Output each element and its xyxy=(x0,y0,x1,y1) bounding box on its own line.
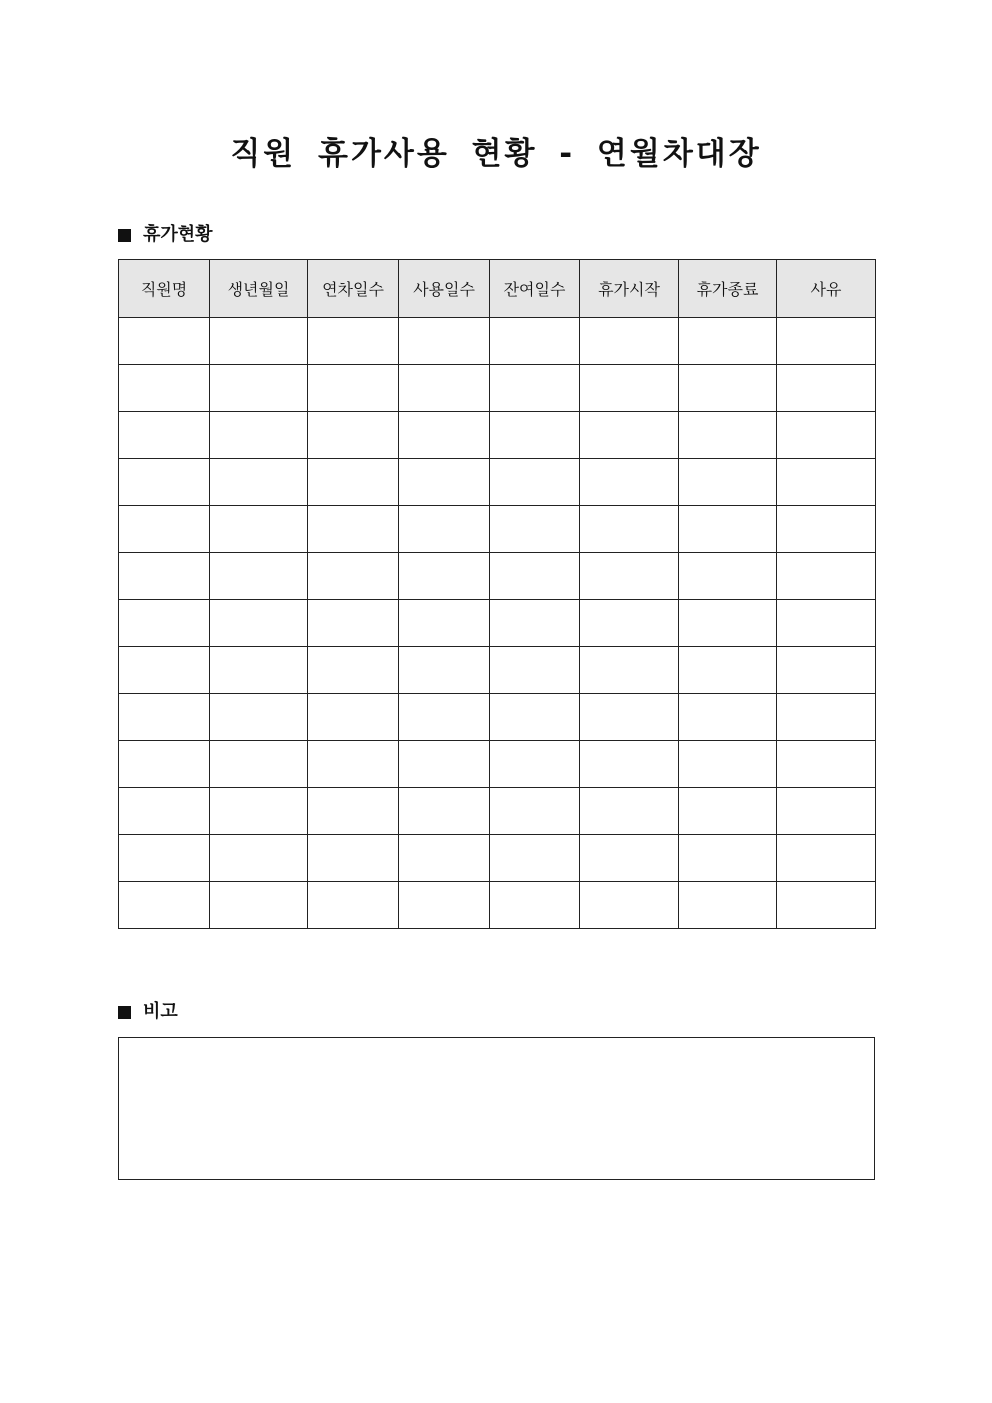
table-cell[interactable] xyxy=(777,365,876,412)
table-cell[interactable] xyxy=(210,506,308,553)
table-cell[interactable] xyxy=(777,835,876,882)
table-cell[interactable] xyxy=(119,835,210,882)
table-cell[interactable] xyxy=(210,412,308,459)
table-cell[interactable] xyxy=(210,365,308,412)
table-cell[interactable] xyxy=(308,506,399,553)
page-title: 직원 휴가사용 현황 - 연월차대장 xyxy=(230,136,762,172)
table-cell[interactable] xyxy=(580,788,679,835)
table-cell[interactable] xyxy=(308,600,399,647)
table-cell[interactable] xyxy=(679,835,777,882)
table-row xyxy=(119,835,876,882)
table-cell[interactable] xyxy=(679,647,777,694)
table-cell[interactable] xyxy=(580,882,679,929)
table-cell[interactable] xyxy=(399,318,490,365)
table-cell[interactable] xyxy=(490,365,580,412)
column-header-leave-end: 휴가종료 xyxy=(679,260,777,318)
table-cell[interactable] xyxy=(119,694,210,741)
table-cell[interactable] xyxy=(210,600,308,647)
table-cell[interactable] xyxy=(308,365,399,412)
table-cell[interactable] xyxy=(210,741,308,788)
table-cell[interactable] xyxy=(308,835,399,882)
table-cell[interactable] xyxy=(399,741,490,788)
table-cell[interactable] xyxy=(580,647,679,694)
table-cell[interactable] xyxy=(119,459,210,506)
table-cell[interactable] xyxy=(580,694,679,741)
table-cell[interactable] xyxy=(580,741,679,788)
table-cell[interactable] xyxy=(580,412,679,459)
table-cell[interactable] xyxy=(490,647,580,694)
table-cell[interactable] xyxy=(777,506,876,553)
table-cell[interactable] xyxy=(399,647,490,694)
table-cell[interactable] xyxy=(210,835,308,882)
table-cell[interactable] xyxy=(308,694,399,741)
table-row xyxy=(119,600,876,647)
table-cell[interactable] xyxy=(777,318,876,365)
table-cell[interactable] xyxy=(490,600,580,647)
column-header-reason: 사유 xyxy=(777,260,876,318)
table-header-row xyxy=(119,260,876,318)
table-cell[interactable] xyxy=(580,318,679,365)
table-cell[interactable] xyxy=(580,365,679,412)
table-row xyxy=(119,694,876,741)
black-square-icon xyxy=(118,229,131,242)
table-cell[interactable] xyxy=(210,694,308,741)
table-row xyxy=(119,553,876,600)
table-cell[interactable] xyxy=(210,647,308,694)
column-header-leave-start: 휴가시작 xyxy=(580,260,679,318)
leave-status-table xyxy=(118,259,876,929)
table-cell[interactable] xyxy=(119,553,210,600)
table-cell[interactable] xyxy=(777,600,876,647)
table-cell[interactable] xyxy=(399,694,490,741)
table-cell[interactable] xyxy=(490,553,580,600)
table-row xyxy=(119,318,876,365)
table-cell[interactable] xyxy=(490,318,580,365)
table-cell[interactable] xyxy=(679,741,777,788)
table-cell[interactable] xyxy=(679,600,777,647)
section-heading-remarks xyxy=(118,999,178,1025)
column-header-annual-days: 연차일수 xyxy=(308,260,399,318)
table-cell[interactable] xyxy=(399,788,490,835)
table-cell[interactable] xyxy=(119,365,210,412)
table-cell[interactable] xyxy=(679,318,777,365)
table-cell[interactable] xyxy=(580,506,679,553)
section-heading-leave-status xyxy=(118,222,213,248)
table-cell[interactable] xyxy=(210,788,308,835)
table-row xyxy=(119,788,876,835)
table-cell[interactable] xyxy=(399,882,490,929)
table-cell[interactable] xyxy=(399,459,490,506)
table-row xyxy=(119,365,876,412)
table-cell[interactable] xyxy=(580,553,679,600)
table-cell[interactable] xyxy=(399,412,490,459)
table-row xyxy=(119,506,876,553)
table-body xyxy=(119,318,876,929)
table-cell[interactable] xyxy=(490,835,580,882)
column-header-used-days: 사용일수 xyxy=(399,260,490,318)
table-cell[interactable] xyxy=(679,694,777,741)
table-cell[interactable] xyxy=(210,553,308,600)
table-cell[interactable] xyxy=(119,412,210,459)
table-cell[interactable] xyxy=(679,412,777,459)
table-cell[interactable] xyxy=(399,600,490,647)
remarks-box[interactable] xyxy=(118,1037,875,1180)
table-cell[interactable] xyxy=(490,412,580,459)
table-cell[interactable] xyxy=(119,506,210,553)
table-cell[interactable] xyxy=(210,318,308,365)
table-cell[interactable] xyxy=(308,647,399,694)
table-cell[interactable] xyxy=(308,459,399,506)
table-cell[interactable] xyxy=(119,318,210,365)
column-header-birthdate: 생년월일 xyxy=(210,260,308,318)
table-cell[interactable] xyxy=(119,741,210,788)
table-cell[interactable] xyxy=(679,365,777,412)
black-square-icon xyxy=(118,1006,131,1019)
table-cell[interactable] xyxy=(777,553,876,600)
table-cell[interactable] xyxy=(308,318,399,365)
table-row xyxy=(119,412,876,459)
table-cell[interactable] xyxy=(210,882,308,929)
table-cell[interactable] xyxy=(308,788,399,835)
table-cell[interactable] xyxy=(679,788,777,835)
table-cell[interactable] xyxy=(777,694,876,741)
table-cell[interactable] xyxy=(210,459,308,506)
section-heading-label: 휴가현황 xyxy=(143,224,213,245)
table-cell[interactable] xyxy=(679,882,777,929)
table-cell[interactable] xyxy=(308,882,399,929)
table-cell[interactable] xyxy=(679,506,777,553)
table-cell[interactable] xyxy=(308,412,399,459)
table-cell[interactable] xyxy=(399,835,490,882)
table-cell[interactable] xyxy=(490,506,580,553)
table-cell[interactable] xyxy=(777,412,876,459)
table-cell[interactable] xyxy=(490,694,580,741)
table-cell[interactable] xyxy=(580,835,679,882)
table-cell[interactable] xyxy=(777,459,876,506)
column-header-remaining-days: 잔여일수 xyxy=(490,260,580,318)
table-cell[interactable] xyxy=(679,553,777,600)
table-cell[interactable] xyxy=(119,882,210,929)
table-row xyxy=(119,882,876,929)
table-cell[interactable] xyxy=(490,741,580,788)
table-cell[interactable] xyxy=(580,600,679,647)
table-cell[interactable] xyxy=(119,788,210,835)
table-cell[interactable] xyxy=(308,553,399,600)
table-cell[interactable] xyxy=(490,459,580,506)
section-heading-label: 비고 xyxy=(143,1001,178,1022)
table-row xyxy=(119,459,876,506)
table-cell[interactable] xyxy=(399,506,490,553)
table-cell[interactable] xyxy=(777,741,876,788)
table-cell[interactable] xyxy=(580,459,679,506)
table-cell[interactable] xyxy=(777,647,876,694)
table-row xyxy=(119,741,876,788)
table-cell[interactable] xyxy=(119,600,210,647)
table-cell[interactable] xyxy=(490,788,580,835)
table-cell[interactable] xyxy=(777,788,876,835)
table-cell[interactable] xyxy=(679,459,777,506)
table-cell[interactable] xyxy=(119,647,210,694)
column-header-name: 직원명 xyxy=(119,260,210,318)
table-cell[interactable] xyxy=(490,882,580,929)
table-cell[interactable] xyxy=(399,365,490,412)
table-row xyxy=(119,647,876,694)
table-cell[interactable] xyxy=(777,882,876,929)
table-cell[interactable] xyxy=(399,553,490,600)
table-cell[interactable] xyxy=(308,741,399,788)
